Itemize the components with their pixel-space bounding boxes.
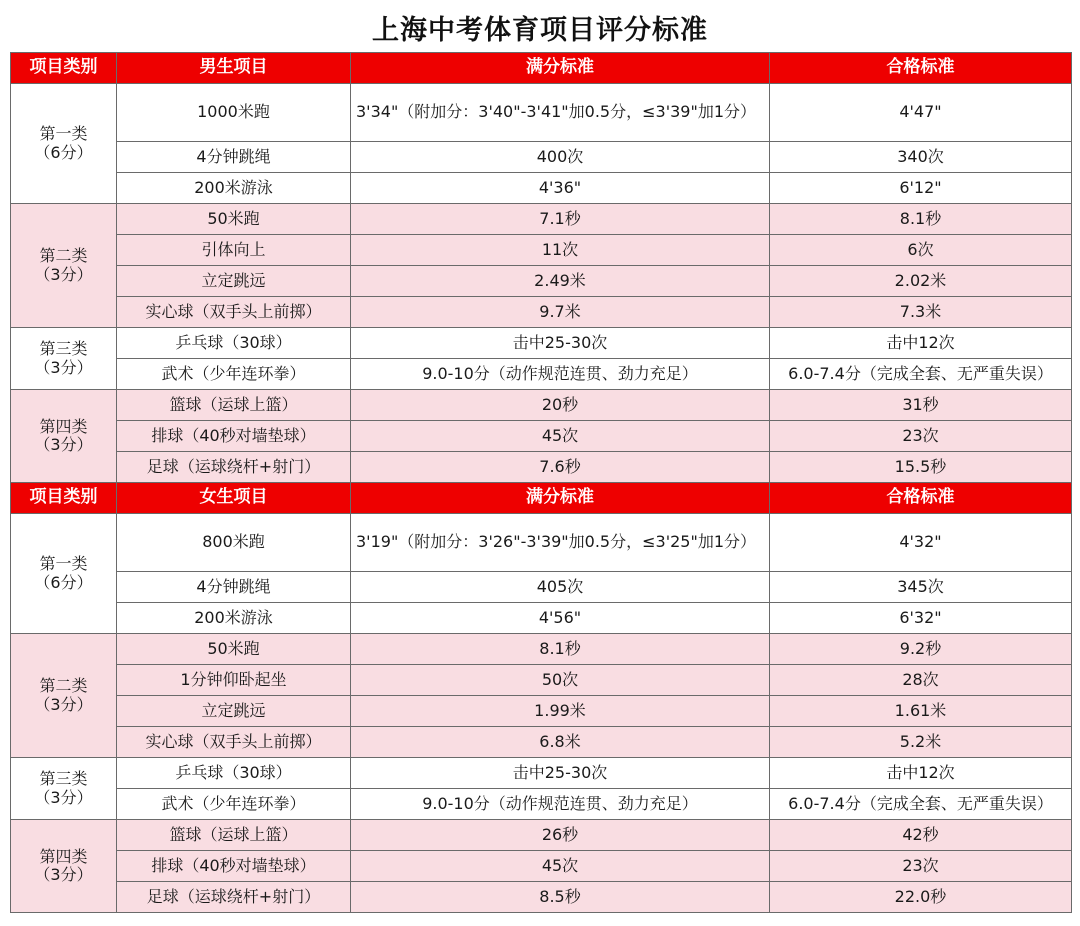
full-score-cell: 9.0-10分（动作规范连贯、劲力充足） xyxy=(351,359,770,390)
pass-score-cell: 42秒 xyxy=(770,820,1072,851)
item-cell: 1000米跑 xyxy=(117,84,351,142)
table-row xyxy=(11,696,1072,727)
item-cell: 立定跳远 xyxy=(117,696,351,727)
table-row xyxy=(11,142,1072,173)
table-row xyxy=(11,297,1072,328)
table-row xyxy=(11,727,1072,758)
item-cell: 200米游泳 xyxy=(117,603,351,634)
category-label: 第一类 xyxy=(39,554,88,574)
category-label: （3分） xyxy=(34,865,93,884)
category-label: （3分） xyxy=(34,357,93,377)
full-score-cell: 26秒 xyxy=(351,820,770,851)
table-row xyxy=(11,634,1072,665)
category-cell xyxy=(11,820,117,913)
table-row xyxy=(11,758,1072,789)
header-full-score: 满分标准 xyxy=(351,483,770,514)
item-cell: 800米跑 xyxy=(117,514,351,572)
header-item: 女生项目 xyxy=(117,483,351,514)
category-label: 第二类 xyxy=(39,676,88,696)
full-score-cell: 9.0-10分（动作规范连贯、劲力充足） xyxy=(351,789,770,820)
pass-score-cell: 23次 xyxy=(770,851,1072,882)
table-row xyxy=(11,851,1072,882)
category-label: （3分） xyxy=(34,435,93,454)
table-row xyxy=(11,452,1072,483)
item-cell: 实心球（双手头上前掷） xyxy=(117,297,351,328)
category-label: （3分） xyxy=(34,694,93,714)
table-row xyxy=(11,390,1072,421)
item-cell: 足球（运球绕杆+射门） xyxy=(117,882,351,913)
item-cell: 4分钟跳绳 xyxy=(117,142,351,173)
table-row xyxy=(11,789,1072,820)
full-score-cell: 7.1秒 xyxy=(351,204,770,235)
category-cell xyxy=(11,204,117,328)
header-full-score: 满分标准 xyxy=(351,53,770,84)
item-cell: 1分钟仰卧起坐 xyxy=(117,665,351,696)
pass-score-cell: 9.2秒 xyxy=(770,634,1072,665)
full-score-cell: 400次 xyxy=(351,142,770,173)
item-cell: 足球（运球绕杆+射门） xyxy=(117,452,351,483)
pass-score-cell: 6次 xyxy=(770,235,1072,266)
full-score-cell: 击中25-30次 xyxy=(351,328,770,359)
pass-score-cell: 8.1秒 xyxy=(770,204,1072,235)
full-score-cell: 11次 xyxy=(351,235,770,266)
pass-score-cell: 击中12次 xyxy=(770,328,1072,359)
category-cell xyxy=(11,328,117,390)
standards-table xyxy=(10,52,1072,913)
header-pass-score: 合格标准 xyxy=(770,53,1072,84)
header-category: 项目类别 xyxy=(11,53,117,84)
table-row xyxy=(11,204,1072,235)
table-row xyxy=(11,603,1072,634)
table-row xyxy=(11,882,1072,913)
table-row xyxy=(11,266,1072,297)
item-cell: 乒乓球（30球） xyxy=(117,758,351,789)
page-title: 上海中考体育项目评分标准 xyxy=(372,14,708,46)
pass-score-cell: 6'12" xyxy=(770,173,1072,204)
pass-score-cell: 击中12次 xyxy=(770,758,1072,789)
item-cell: 武术（少年连环拳） xyxy=(117,359,351,390)
pass-score-cell: 6'32" xyxy=(770,603,1072,634)
pass-score-cell: 6.0-7.4分（完成全套、无严重失误） xyxy=(770,359,1072,390)
table-row xyxy=(11,421,1072,452)
header-category: 项目类别 xyxy=(11,483,117,514)
table-row xyxy=(11,235,1072,266)
category-label: 第四类 xyxy=(39,416,88,436)
item-cell: 立定跳远 xyxy=(117,266,351,297)
item-cell: 200米游泳 xyxy=(117,173,351,204)
table-row xyxy=(11,820,1072,851)
category-label: 第三类 xyxy=(39,339,88,359)
pass-score-cell: 1.61米 xyxy=(770,696,1072,727)
table-row xyxy=(11,328,1072,359)
pass-score-cell: 345次 xyxy=(770,572,1072,603)
item-cell: 武术（少年连环拳） xyxy=(117,789,351,820)
category-label: 第三类 xyxy=(39,769,88,789)
pass-score-cell: 6.0-7.4分（完成全套、无严重失误） xyxy=(770,789,1072,820)
category-label: （3分） xyxy=(34,787,93,807)
item-cell: 4分钟跳绳 xyxy=(117,572,351,603)
pass-score-cell: 28次 xyxy=(770,665,1072,696)
table-row xyxy=(11,514,1072,572)
category-label: 第一类 xyxy=(39,124,88,144)
full-score-cell: 45次 xyxy=(351,421,770,452)
item-cell: 实心球（双手头上前掷） xyxy=(117,727,351,758)
pass-score-cell: 5.2米 xyxy=(770,727,1072,758)
full-score-cell: 4'36" xyxy=(351,173,770,204)
category-label: （6分） xyxy=(34,142,93,162)
item-cell: 篮球（运球上篮） xyxy=(117,390,351,421)
pass-score-cell: 15.5秒 xyxy=(770,452,1072,483)
pass-score-cell: 7.3米 xyxy=(770,297,1072,328)
category-cell xyxy=(11,758,117,820)
full-score-cell: 9.7米 xyxy=(351,297,770,328)
full-score-cell: 50次 xyxy=(351,665,770,696)
pass-score-cell: 2.02米 xyxy=(770,266,1072,297)
pass-score-cell: 4'47" xyxy=(770,84,1072,142)
category-cell xyxy=(11,514,117,634)
full-score-cell: 4'56" xyxy=(351,603,770,634)
category-cell xyxy=(11,84,117,204)
pass-score-cell: 22.0秒 xyxy=(770,882,1072,913)
category-label: （3分） xyxy=(34,264,93,284)
header-item: 男生项目 xyxy=(117,53,351,84)
category-label: 第四类 xyxy=(39,846,88,866)
table-row xyxy=(11,572,1072,603)
full-score-cell: 405次 xyxy=(351,572,770,603)
category-label: 第二类 xyxy=(39,246,88,266)
full-score-cell: 击中25-30次 xyxy=(351,758,770,789)
item-cell: 篮球（运球上篮） xyxy=(117,820,351,851)
item-cell: 50米跑 xyxy=(117,634,351,665)
item-cell: 排球（40秒对墙垫球） xyxy=(117,851,351,882)
full-score-cell: 8.5秒 xyxy=(351,882,770,913)
pass-score-cell: 340次 xyxy=(770,142,1072,173)
item-cell: 50米跑 xyxy=(117,204,351,235)
category-label: （6分） xyxy=(34,572,93,592)
full-score-cell: 3'34"（附加分：3'40"-3'41"加0.5分，≤3'39"加1分） xyxy=(351,84,770,142)
pass-score-cell: 31秒 xyxy=(770,390,1072,421)
table-row xyxy=(11,359,1072,390)
table-row xyxy=(11,665,1072,696)
full-score-cell: 7.6秒 xyxy=(351,452,770,483)
item-cell: 排球（40秒对墙垫球） xyxy=(117,421,351,452)
category-cell xyxy=(11,390,117,483)
full-score-cell: 1.99米 xyxy=(351,696,770,727)
full-score-cell: 20秒 xyxy=(351,390,770,421)
pass-score-cell: 23次 xyxy=(770,421,1072,452)
full-score-cell: 2.49米 xyxy=(351,266,770,297)
table-row xyxy=(11,173,1072,204)
item-cell: 引体向上 xyxy=(117,235,351,266)
full-score-cell: 6.8米 xyxy=(351,727,770,758)
table-row xyxy=(11,84,1072,142)
header-row xyxy=(11,483,1072,514)
item-cell: 乒乓球（30球） xyxy=(117,328,351,359)
full-score-cell: 3'19"（附加分：3'26"-3'39"加0.5分，≤3'25"加1分） xyxy=(351,514,770,572)
header-row xyxy=(11,53,1072,84)
full-score-cell: 8.1秒 xyxy=(351,634,770,665)
pass-score-cell: 4'32" xyxy=(770,514,1072,572)
header-pass-score: 合格标准 xyxy=(770,483,1072,514)
full-score-cell: 45次 xyxy=(351,851,770,882)
category-cell xyxy=(11,634,117,758)
